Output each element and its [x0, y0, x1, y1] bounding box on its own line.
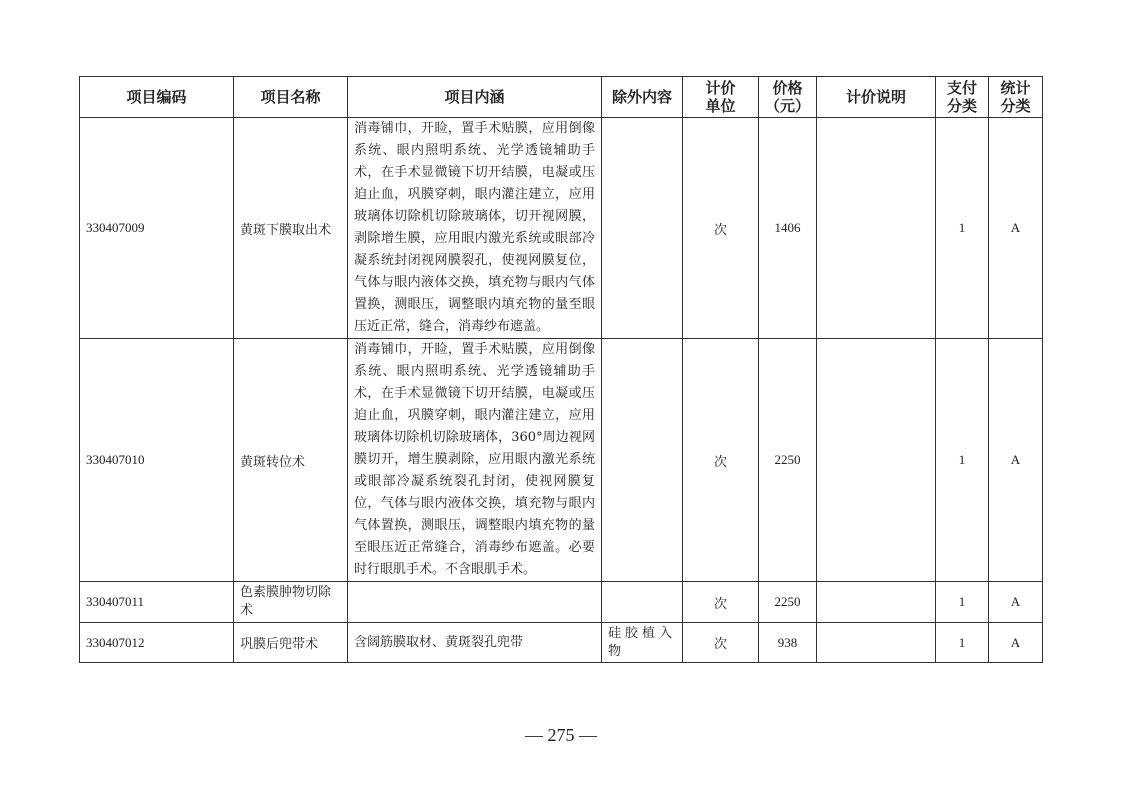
header-price: 价格 （元）	[759, 77, 817, 118]
cell-price: 938	[759, 623, 817, 663]
cell-unit: 次	[683, 118, 759, 339]
header-code: 项目编码	[80, 77, 234, 118]
cell-unit: 次	[683, 339, 759, 582]
table-row	[80, 582, 1043, 623]
cell-payment-class: 1	[936, 582, 989, 623]
cell-price: 2250	[759, 339, 817, 582]
cell-unit: 次	[683, 582, 759, 623]
header-stat-class: 统计 分类	[989, 77, 1043, 118]
header-pricing-note: 计价说明	[817, 77, 936, 118]
cell-name: 巩膜后兜带术	[234, 623, 348, 663]
header-exclusions: 除外内容	[602, 77, 683, 118]
table-row	[80, 339, 1043, 582]
cell-payment-class: 1	[936, 118, 989, 339]
cell-name: 色素膜肿物切除术	[234, 582, 348, 623]
table-row	[80, 118, 1043, 339]
cell-code: 330407012	[80, 623, 234, 663]
cell-content: 消毒铺巾，开睑，置手术贴膜，应用倒像系统、眼内照明系统、光学透镜辅助手术，在手术显微镜下切开结膜，电凝或压迫止血，巩膜穿刺，眼内灌注建立，应用玻璃体切除机切除玻璃体，切开视网膜，剥除增生膜，应用眼内激光系统或眼部冷凝系统封闭视网膜裂孔，使视网膜复位，气体与眼内液体交换，填充物与眼内气体置换，测眼压，调整眼内填充物的量至眼压近正常，缝合，消毒纱布遮盖。	[348, 118, 602, 339]
cell-stat-class: A	[989, 623, 1043, 663]
cell-payment-class: 1	[936, 339, 989, 582]
cell-stat-class: A	[989, 339, 1043, 582]
cell-code: 330407010	[80, 339, 234, 582]
cell-exclusions	[602, 339, 683, 582]
page-number: — 275 —	[525, 725, 597, 745]
cell-pricing-note	[817, 118, 936, 339]
cell-content: 含阔筋膜取材、黄斑裂孔兜带	[348, 623, 602, 663]
cell-exclusions	[602, 118, 683, 339]
cell-content	[348, 582, 602, 623]
cell-price: 2250	[759, 582, 817, 623]
cell-name: 黄斑下膜取出术	[234, 118, 348, 339]
header-unit: 计价 单位	[683, 77, 759, 118]
cell-stat-class: A	[989, 582, 1043, 623]
table-row	[80, 623, 1043, 663]
cell-code: 330407011	[80, 582, 234, 623]
cell-code: 330407009	[80, 118, 234, 339]
cell-name: 黄斑转位术	[234, 339, 348, 582]
cell-pricing-note	[817, 623, 936, 663]
header-payment-class: 支付 分类	[936, 77, 989, 118]
header-content: 项目内涵	[348, 77, 602, 118]
cell-content: 消毒铺巾，开睑，置手术贴膜，应用倒像系统、眼内照明系统、光学透镜辅助手术，在手术显微镜下切开结膜，电凝或压迫止血，巩膜穿刺，眼内灌注建立，应用玻璃体切除机切除玻璃体，360°周边视网膜切开，增生膜剥除，应用眼内激光系统或眼部冷凝系统裂孔封闭，使视网膜复位，气体与眼内液体交换，填充物与眼内气体置换，测眼压，调整眼内填充物的量至眼压近正常缝合，消毒纱布遮盖。必要时行眼肌手术。不含眼肌手术。	[348, 339, 602, 582]
pricing-table	[79, 76, 1043, 663]
header-name: 项目名称	[234, 77, 348, 118]
cell-pricing-note	[817, 582, 936, 623]
cell-payment-class: 1	[936, 623, 989, 663]
cell-pricing-note	[817, 339, 936, 582]
cell-exclusions: 硅胶植入物	[602, 623, 683, 663]
cell-price: 1406	[759, 118, 817, 339]
cell-stat-class: A	[989, 118, 1043, 339]
cell-exclusions	[602, 582, 683, 623]
header-row	[80, 77, 1043, 118]
cell-unit: 次	[683, 623, 759, 663]
